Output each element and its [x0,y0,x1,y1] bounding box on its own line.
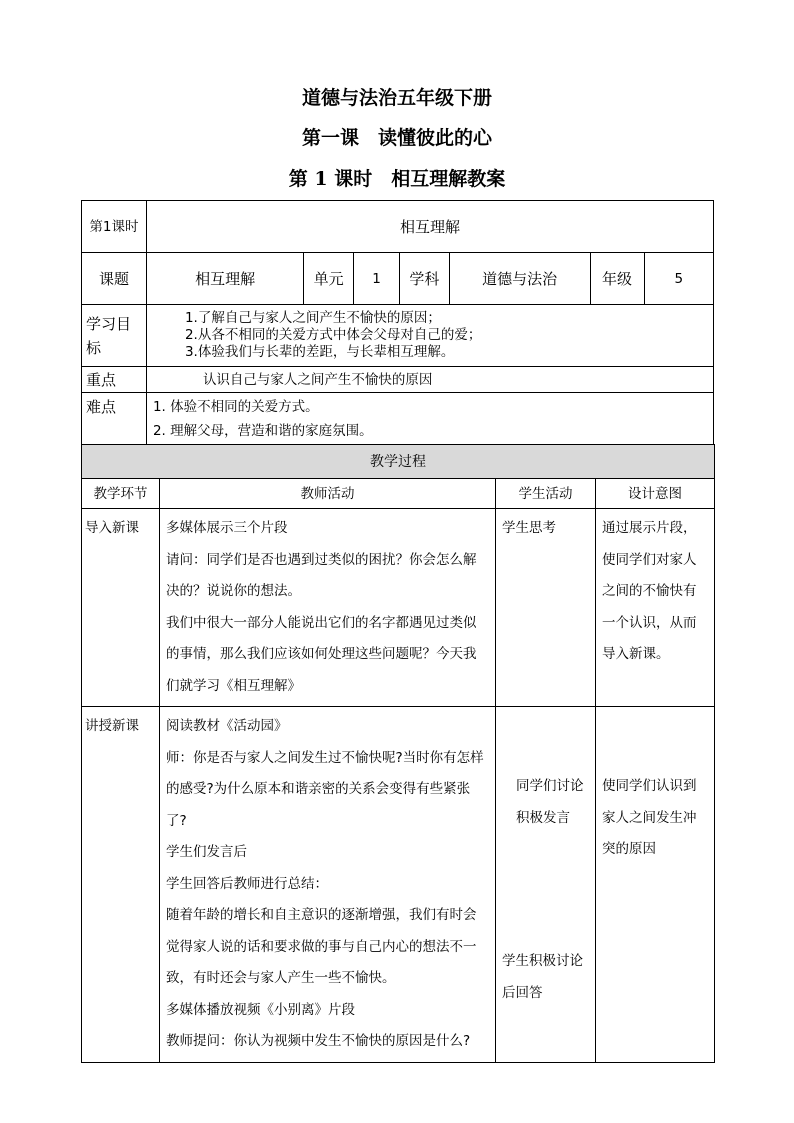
teacher-line: 多媒体展示三个片段 [166,520,288,536]
lesson-value: 相互理解 [146,201,713,253]
unit-label: 单元 [304,253,354,305]
topic-value: 相互理解 [146,253,303,305]
grade-label: 年级 [590,253,644,305]
objective-item: 2.从各不相同的关爱方式中体会父母对自己的爱； [184,327,482,343]
column-header: 教师活动 [160,479,496,509]
unit-value: 1 [353,253,399,305]
teacher-line: 随着年龄的增长和自主意识的逐渐增强，我们有时会觉得家人说的话和要求做的事与自己内心的想法不一致，有时还会与家人产生一些不愉快。 [166,907,477,986]
difficulty-list [146,393,713,445]
column-header: 设计意图 [596,479,715,509]
intent-cell: 通过展示片段，使同学们对家人之间的不愉快有一个认识，从而导入新课。 [596,509,715,707]
teacher-line: 师：你是否与家人之间发生过不愉快呢?当时你有怎样的感受?为什么原本和谐亲密的关系会变得有些紧张了? [166,749,484,829]
student-activity-cell [496,707,596,1063]
topic-label: 课题 [82,253,147,305]
teacher-activity-cell [160,707,496,1063]
difficulty-label: 难点 [82,393,147,445]
key-value: 认识自己与家人之间产生不愉快的原因 [146,367,713,393]
teacher-line: 请问：同学们是否也遇到过类似的困扰？你会怎么解决的？说说你的想法。 [166,551,477,599]
key-label: 重点 [82,367,147,393]
process-table [81,444,715,1063]
difficulty-item: 2. 理解父母，营造和谐的家庭氛围。 [152,422,373,439]
period-title: 第 1 课时 相互理解教案 [288,168,506,190]
column-header: 学生活动 [496,479,596,509]
difficulty-item: 1. 体验不相同的关爱方式。 [152,398,319,415]
doc-title: 道德与法治五年级下册 [301,87,492,109]
teacher-line: 学生们发言后 [166,844,247,860]
table-row [82,509,715,707]
table-row [82,707,715,1063]
teacher-line: 教师提问：你认为视频中发生不愉快的原因是什么? [166,1033,471,1049]
objective-item: 3.体验我们与长辈的差距，与长辈相互理解。 [184,344,455,360]
stage-cell: 讲授新课 [82,707,160,1063]
teacher-activity-cell [160,509,496,707]
objective-item: 1.了解自己与家人之间产生不愉快的原因； [184,310,441,326]
teacher-line: 多媒体播放视频《小别离》片段 [166,1001,355,1018]
column-header: 教学环节 [82,479,160,509]
student-activity-cell: 学生思考 [496,509,596,707]
subject-label: 学科 [400,253,450,305]
student-activity-1: 同学们讨论积极发言 [516,778,584,826]
student-activity-2: 学生积极讨论后回答 [502,953,583,1001]
subject-value: 道德与法治 [449,253,590,305]
intent-cell: 使同学们认识到家人之间发生冲突的原因 [596,707,715,1063]
stage-cell: 导入新课 [82,509,160,707]
teacher-line: 阅读教材《活动园》 [166,718,288,734]
objectives-list [146,305,713,367]
process-heading: 教学过程 [82,445,715,479]
lesson-label: 第1课时 [82,201,147,253]
info-table [81,200,714,445]
lesson-title: 第一课 读懂彼此的心 [301,127,492,149]
objectives-label: 学习目标 [82,305,147,367]
teacher-line: 学生回答后教师进行总结： [166,875,328,892]
teacher-line: 我们中很大一部分人能说出它们的名字都遇见过类似的事情，那么我们应该如何处理这些问题呢？今天我们就学习《相互理解》 [166,614,477,694]
grade-value: 5 [644,253,714,305]
